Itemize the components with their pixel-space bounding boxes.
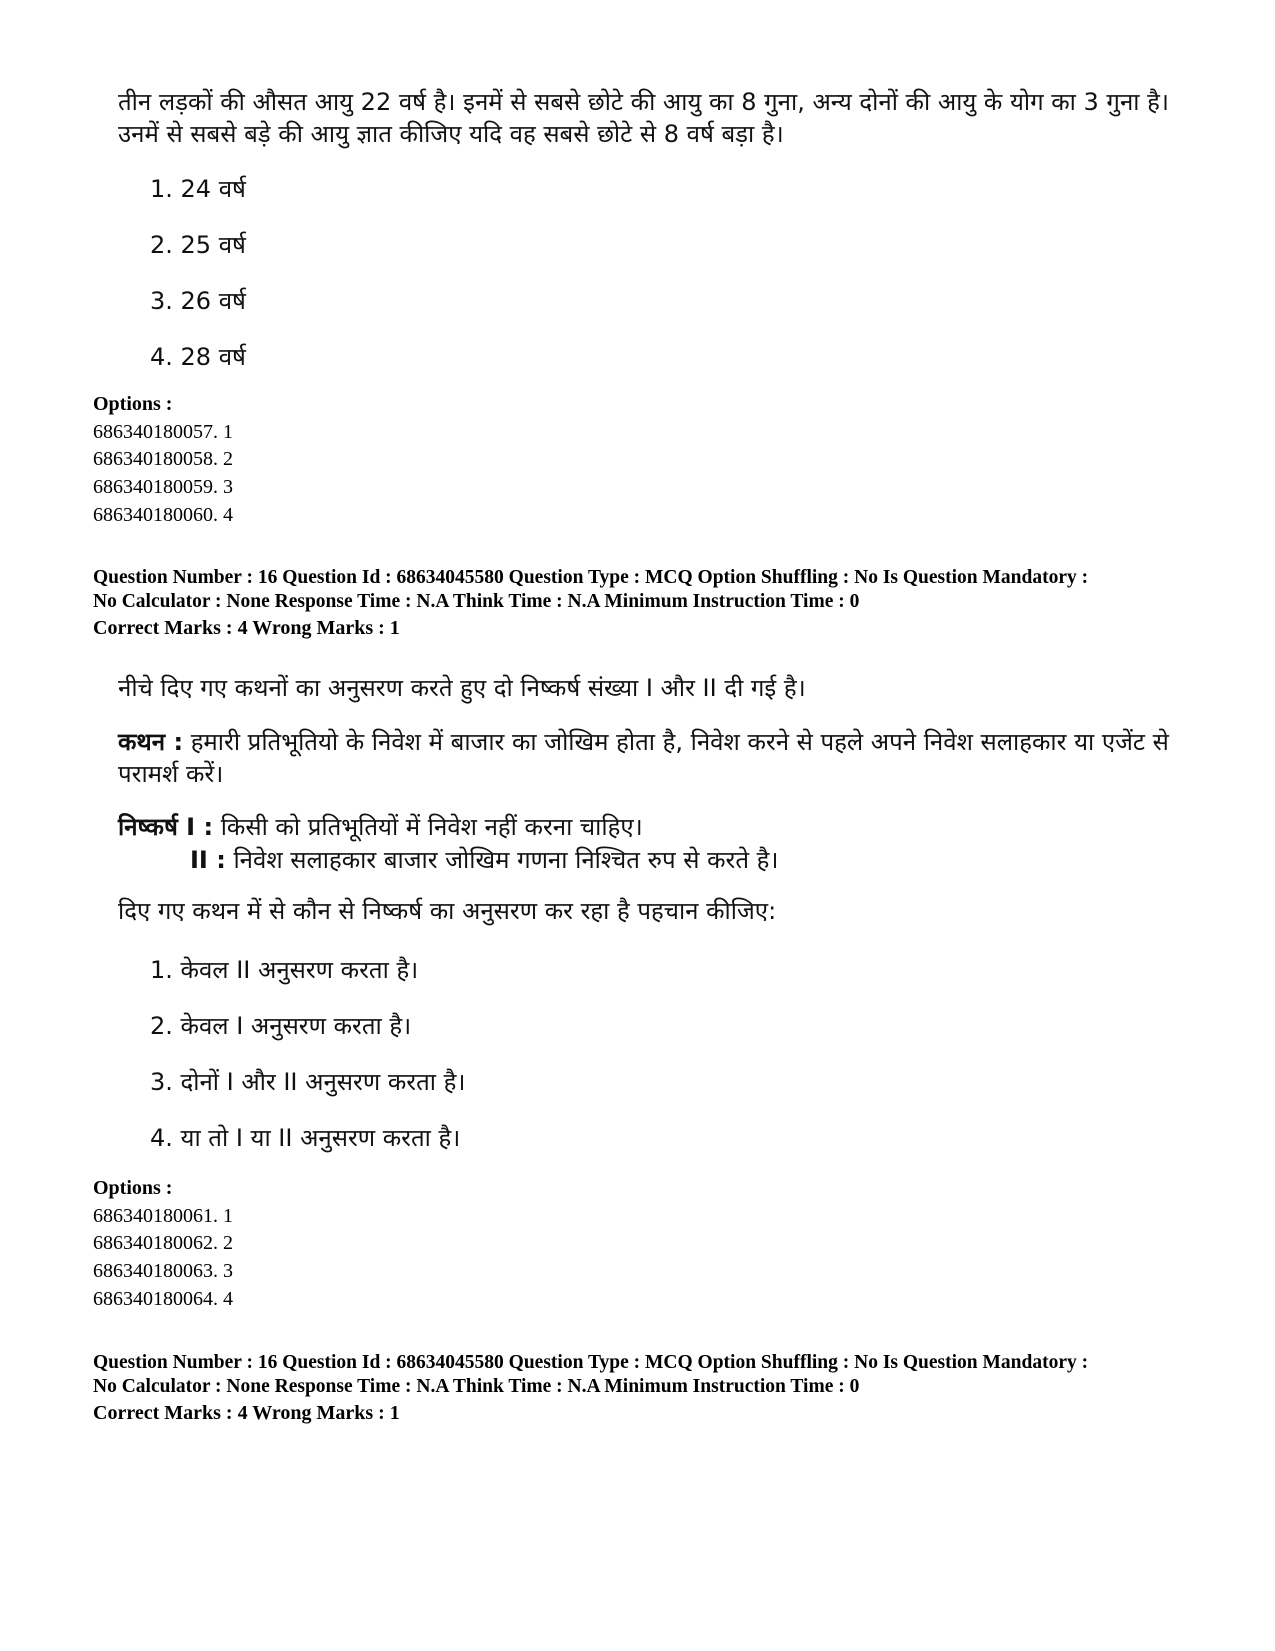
q16-conclusion-1-text: किसी को प्रतिभूतियों में निवेश नहीं करना चाहिए।	[220, 813, 643, 841]
q16-choice-3: 3. दोनों I और II अनुसरण करता है।	[150, 1068, 466, 1096]
q16-conclusion-2-text: निवेश सलाहकार बाजार जोखिम गणना निश्चित रुप से करते है।	[233, 846, 779, 874]
q16-meta-line-1: Question Number : 16 Question Id : 68634045580 Question Type : MCQ Option Shuffling : No Is Question Mandatory :	[93, 567, 1089, 588]
q16-option-id-4: 686340180064. 4	[93, 1288, 233, 1310]
question-15-text: तीन लड़कों की औसत आयु 22 वर्ष है। इनमें से सबसे छोटे की आयु का 8 गुना, अन्य दोनों की आयु के योग का 3 गुना है। उनमें से सबसे बड़े की आयु ज्ञात कीजिए यदि वह सबसे छोटे से 8 वर्ष बड़ा है।	[118, 88, 1169, 148]
q16-statement-label: कथन :	[118, 728, 184, 756]
q16-meta	[93, 566, 1213, 614]
q15-option-id-2: 686340180058. 2	[93, 448, 233, 470]
q16-options-label: Options :	[93, 1177, 173, 1199]
q15-options-label: Options :	[93, 393, 173, 415]
q16-conclusion-2-label: II :	[190, 846, 226, 874]
q16-meta-line-2: No Calculator : None Response Time : N.A Think Time : N.A Minimum Instruction Time : 0	[93, 591, 860, 612]
q16b-meta	[93, 1351, 1213, 1399]
q16-prompt: दिए गए कथन में से कौन से निष्कर्ष का अनुसरण कर रहा है पहचान कीजिए:	[118, 897, 777, 925]
q16b-meta-line-2: No Calculator : None Response Time : N.A Think Time : N.A Minimum Instruction Time : 0	[93, 1376, 860, 1397]
q15-option-id-1: 686340180057. 1	[93, 421, 233, 443]
q16-choice-4: 4. या तो I या II अनुसरण करता है।	[150, 1124, 461, 1152]
q16-option-id-2: 686340180062. 2	[93, 1232, 233, 1254]
q15-option-id-4: 686340180060. 4	[93, 504, 233, 526]
q16-option-id-1: 686340180061. 1	[93, 1205, 233, 1227]
q16-conclusion-1	[118, 811, 1198, 843]
q16-choice-2: 2. केवल I अनुसरण करता है।	[150, 1012, 412, 1040]
q16-conclusion-2	[190, 843, 778, 876]
q15-choice-1: 1. 24 वर्ष	[150, 175, 246, 203]
q15-choice-4: 4. 28 वर्ष	[150, 343, 246, 371]
q16b-marks: Correct Marks : 4 Wrong Marks : 1	[93, 1402, 400, 1424]
q16-intro: नीचे दिए गए कथनों का अनुसरण करते हुए दो निष्कर्ष संख्या I और II दी गई है।	[118, 674, 806, 702]
q16b-meta-line-1: Question Number : 16 Question Id : 68634045580 Question Type : MCQ Option Shuffling : No Is Question Mandatory :	[93, 1352, 1089, 1373]
q15-choice-2: 2. 25 वर्ष	[150, 231, 246, 259]
q16-statement	[118, 726, 1198, 790]
q16-conclusion-label: निष्कर्ष I :	[118, 813, 214, 841]
q15-option-id-3: 686340180059. 3	[93, 476, 233, 498]
q16-marks: Correct Marks : 4 Wrong Marks : 1	[93, 617, 400, 639]
q15-choice-3: 3. 26 वर्ष	[150, 287, 246, 315]
q16-statement-text: हमारी प्रतिभूतियो के निवेश में बाजार का जोखिम होता है, निवेश करने से पहले अपने निवेश सलाहकार या एजेंट से परामर्श करें।	[118, 728, 1169, 788]
q16-choice-1: 1. केवल II अनुसरण करता है।	[150, 956, 419, 984]
q16-option-id-3: 686340180063. 3	[93, 1260, 233, 1282]
